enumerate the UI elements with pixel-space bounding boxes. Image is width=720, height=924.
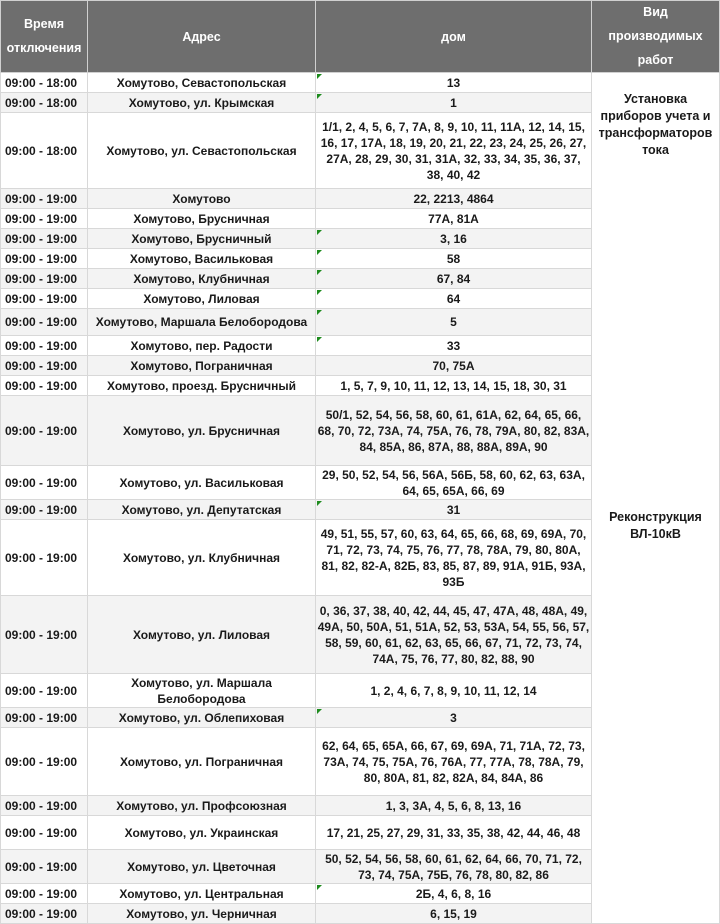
outage-time-cell: 09:00 - 19:00 bbox=[1, 674, 88, 708]
comment-marker-icon bbox=[317, 94, 322, 99]
outage-time-cell: 09:00 - 19:00 bbox=[1, 796, 88, 816]
house-numbers-text: 1 bbox=[450, 95, 457, 110]
house-numbers-text: 77А, 81А bbox=[428, 211, 479, 226]
header-work-line1: Вид bbox=[643, 5, 668, 19]
address-cell: Хомутово bbox=[88, 189, 316, 209]
outage-time-cell: 09:00 - 19:00 bbox=[1, 209, 88, 229]
house-numbers-cell bbox=[316, 229, 592, 249]
comment-marker-icon bbox=[317, 310, 322, 315]
house-numbers-cell bbox=[316, 93, 592, 113]
comment-marker-icon bbox=[317, 290, 322, 295]
house-numbers-text: 31 bbox=[446, 502, 461, 517]
house-numbers-text: 50, 52, 54, 56, 58, 60, 61, 62, 64, 66, 70, 71, 72, 73, 74, 75А, 75Б, 76, 78, 80, 82, 86 bbox=[325, 851, 582, 882]
comment-marker-icon bbox=[317, 74, 322, 79]
house-numbers-text: 1/1, 2, 4, 5, 6, 7, 7А, 8, 9, 10, 11, 11А, 12, 14, 15, 16, 17, 17А, 18, 19, 20, 21, 22, 23, 24, 25, 26, 27, 27А, 28, 29, 30, 31, 31А, 32, 33, 34, 35, 36, 37, 38, 40, 42 bbox=[320, 119, 587, 182]
house-numbers-cell bbox=[316, 189, 592, 209]
house-numbers-cell bbox=[316, 73, 592, 93]
house-numbers-cell bbox=[316, 356, 592, 376]
house-numbers-text: 2Б, 4, 6, 8, 16 bbox=[415, 886, 492, 901]
house-numbers-text: 29, 50, 52, 54, 56, 56А, 56Б, 58, 60, 62, 63, 63А, 64, 65, 65А, 66, 69 bbox=[322, 467, 585, 498]
house-numbers-cell bbox=[316, 113, 592, 189]
comment-marker-icon bbox=[317, 270, 322, 275]
house-numbers-text: 49, 51, 55, 57, 60, 63, 64, 65, 66, 68, 69, 69А, 70, 71, 72, 73, 74, 75, 76, 77, 78, 78А, 79, 80, 80А, 81, 82, 82-А, 82Б, 83, 85, 87, 89, 91А, 91Б, 93А, 93Б bbox=[320, 526, 587, 589]
header-time-line1: Время bbox=[24, 16, 64, 31]
table-row bbox=[1, 73, 720, 93]
work-type-cell bbox=[592, 73, 720, 924]
address-cell: Хомутово, ул. Лиловая bbox=[88, 596, 316, 674]
house-numbers-cell bbox=[316, 376, 592, 396]
outage-time-cell: 09:00 - 19:00 bbox=[1, 708, 88, 728]
address-cell: Хомутово, Брусничная bbox=[88, 209, 316, 229]
address-cell: Хомутово, Брусничный bbox=[88, 229, 316, 249]
outage-time-cell: 09:00 - 19:00 bbox=[1, 850, 88, 884]
house-numbers-text: 22, 2213, 4864 bbox=[413, 191, 494, 206]
outage-time-cell: 09:00 - 19:00 bbox=[1, 396, 88, 466]
comment-marker-icon bbox=[317, 885, 322, 890]
outage-time-cell: 09:00 - 19:00 bbox=[1, 229, 88, 249]
comment-marker-icon bbox=[317, 250, 322, 255]
house-numbers-text: 50/1, 52, 54, 56, 58, 60, 61, 61А, 62, 64, 65, 66, 68, 70, 72, 73А, 74, 75А, 76, 78, 79А, 80, 82, 83А, 84, 85А, 86, 87А, 88, 88А, 89А, 90 bbox=[317, 407, 590, 454]
column-header-work-type bbox=[592, 1, 720, 73]
house-numbers-cell bbox=[316, 309, 592, 336]
house-numbers-cell bbox=[316, 708, 592, 728]
address-cell: Хомутово, ул. Облепиховая bbox=[88, 708, 316, 728]
house-numbers-cell bbox=[316, 796, 592, 816]
house-numbers-cell bbox=[316, 500, 592, 520]
address-cell: Хомутово, ул. Депутатская bbox=[88, 500, 316, 520]
address-cell: Хомутово, ул. Брусничная bbox=[88, 396, 316, 466]
header-time-line2: отключения bbox=[6, 40, 82, 55]
outage-time-cell: 09:00 - 18:00 bbox=[1, 113, 88, 189]
house-numbers-text: 33 bbox=[446, 338, 461, 353]
house-numbers-text: 64 bbox=[446, 291, 461, 306]
house-numbers-cell bbox=[316, 249, 592, 269]
address-cell: Хомутово, Клубничная bbox=[88, 269, 316, 289]
outage-time-cell: 09:00 - 19:00 bbox=[1, 336, 88, 356]
house-numbers-text: 67, 84 bbox=[436, 271, 471, 286]
house-numbers-text: 62, 64, 65, 65А, 66, 67, 69, 69А, 71, 71А, 72, 73, 73А, 74, 75, 75А, 76, 76А, 77, 77А, 78, 78А, 79, 80, 80А, 81, 82, 82А, 84, 84А, 86 bbox=[322, 738, 585, 785]
address-cell: Хомутово, ул. Украинская bbox=[88, 816, 316, 850]
address-cell: Хомутово, проезд. Брусничный bbox=[88, 376, 316, 396]
house-numbers-cell bbox=[316, 904, 592, 924]
house-numbers-text: 58 bbox=[446, 251, 461, 266]
outage-time-cell: 09:00 - 19:00 bbox=[1, 466, 88, 500]
outage-time-cell: 09:00 - 19:00 bbox=[1, 520, 88, 596]
address-cell: Хомутово, ул. Севастопольская bbox=[88, 113, 316, 189]
outage-time-cell: 09:00 - 19:00 bbox=[1, 309, 88, 336]
address-cell: Хомутово, ул. Черничная bbox=[88, 904, 316, 924]
house-numbers-cell bbox=[316, 850, 592, 884]
address-cell: Хомутово, ул. Клубничная bbox=[88, 520, 316, 596]
address-cell: Хомутово, ул. Центральная bbox=[88, 884, 316, 904]
house-numbers-cell bbox=[316, 816, 592, 850]
comment-marker-icon bbox=[317, 709, 322, 714]
outage-time-cell: 09:00 - 19:00 bbox=[1, 356, 88, 376]
house-numbers-cell bbox=[316, 674, 592, 708]
outage-time-cell: 09:00 - 19:00 bbox=[1, 816, 88, 850]
work-type-reconstruction: Реконструкция ВЛ-10кВ bbox=[609, 510, 702, 542]
table-body bbox=[1, 73, 720, 924]
address-cell: Хомутово, Маршала Белобородова bbox=[88, 309, 316, 336]
address-cell: Хомутово, Васильковая bbox=[88, 249, 316, 269]
address-cell: Хомутово, ул. Цветочная bbox=[88, 850, 316, 884]
house-numbers-cell bbox=[316, 466, 592, 500]
house-numbers-text: 3 bbox=[450, 710, 457, 725]
house-numbers-cell bbox=[316, 884, 592, 904]
outage-time-cell: 09:00 - 19:00 bbox=[1, 904, 88, 924]
outage-time-cell: 09:00 - 19:00 bbox=[1, 884, 88, 904]
house-numbers-text: 70, 75А bbox=[432, 358, 475, 373]
outage-time-cell: 09:00 - 19:00 bbox=[1, 269, 88, 289]
comment-marker-icon bbox=[317, 501, 322, 506]
comment-marker-icon bbox=[317, 337, 322, 342]
header-work-line3: работ bbox=[637, 52, 674, 67]
address-cell: Хомутово, пер. Радости bbox=[88, 336, 316, 356]
column-header-address: Адрес bbox=[88, 1, 316, 73]
house-numbers-text: 3, 16 bbox=[440, 231, 467, 246]
outage-time-cell: 09:00 - 19:00 bbox=[1, 596, 88, 674]
house-numbers-text: 17, 21, 25, 27, 29, 31, 33, 35, 38, 42, 44, 46, 48 bbox=[326, 825, 581, 840]
house-numbers-cell bbox=[316, 269, 592, 289]
work-type-install: Установка приборов учета и трансформаторов тока bbox=[598, 92, 713, 158]
outage-time-cell: 09:00 - 19:00 bbox=[1, 289, 88, 309]
address-cell: Хомутово, ул. Васильковая bbox=[88, 466, 316, 500]
house-numbers-cell bbox=[316, 336, 592, 356]
address-cell: Хомутово, Лиловая bbox=[88, 289, 316, 309]
house-numbers-cell bbox=[316, 728, 592, 796]
house-numbers-cell bbox=[316, 396, 592, 466]
outage-time-cell: 09:00 - 19:00 bbox=[1, 728, 88, 796]
outage-time-cell: 09:00 - 19:00 bbox=[1, 249, 88, 269]
outage-time-cell: 09:00 - 18:00 bbox=[1, 73, 88, 93]
table-header-row bbox=[1, 1, 720, 73]
house-numbers-text: 6, 15, 19 bbox=[430, 906, 477, 921]
address-cell: Хомутово, Севастопольская bbox=[88, 73, 316, 93]
outage-time-cell: 09:00 - 18:00 bbox=[1, 93, 88, 113]
address-cell: Хомутово, ул. Маршала Белобородова bbox=[88, 674, 316, 708]
house-numbers-text: 1, 2, 4, 6, 7, 8, 9, 10, 11, 12, 14 bbox=[370, 683, 537, 698]
outage-time-cell: 09:00 - 19:00 bbox=[1, 189, 88, 209]
comment-marker-icon bbox=[317, 230, 322, 235]
address-cell: Хомутово, Пограничная bbox=[88, 356, 316, 376]
outage-time-cell: 09:00 - 19:00 bbox=[1, 376, 88, 396]
header-work-line2: производимых bbox=[608, 28, 703, 43]
column-header-house: дом bbox=[316, 1, 592, 73]
address-cell: Хомутово, ул. Профсоюзная bbox=[88, 796, 316, 816]
house-numbers-cell bbox=[316, 209, 592, 229]
house-numbers-text: 1, 5, 7, 9, 10, 11, 12, 13, 14, 15, 18, 30, 31 bbox=[340, 378, 567, 393]
column-header-time bbox=[1, 1, 88, 73]
house-numbers-text: 1, 3, 3А, 4, 5, 6, 8, 13, 16 bbox=[385, 798, 522, 813]
address-cell: Хомутово, ул. Пограничная bbox=[88, 728, 316, 796]
house-numbers-text: 0, 36, 37, 38, 40, 42, 44, 45, 47, 47А, 48, 48А, 49, 49А, 50, 50А, 51, 51А, 52, 53, 53А, 54, 55, 56, 57, 58, 59, 60, 61, 62, 63, 65, 66, 67, 71, 72, 73, 74, 74А, 75, 76, 77, 80, 82, 88, 90 bbox=[317, 603, 590, 666]
house-numbers-cell bbox=[316, 520, 592, 596]
outage-time-cell: 09:00 - 19:00 bbox=[1, 500, 88, 520]
house-numbers-text: 5 bbox=[450, 315, 457, 330]
house-numbers-cell bbox=[316, 289, 592, 309]
address-cell: Хомутово, ул. Крымская bbox=[88, 93, 316, 113]
house-numbers-cell bbox=[316, 596, 592, 674]
house-numbers-text: 13 bbox=[446, 75, 461, 90]
